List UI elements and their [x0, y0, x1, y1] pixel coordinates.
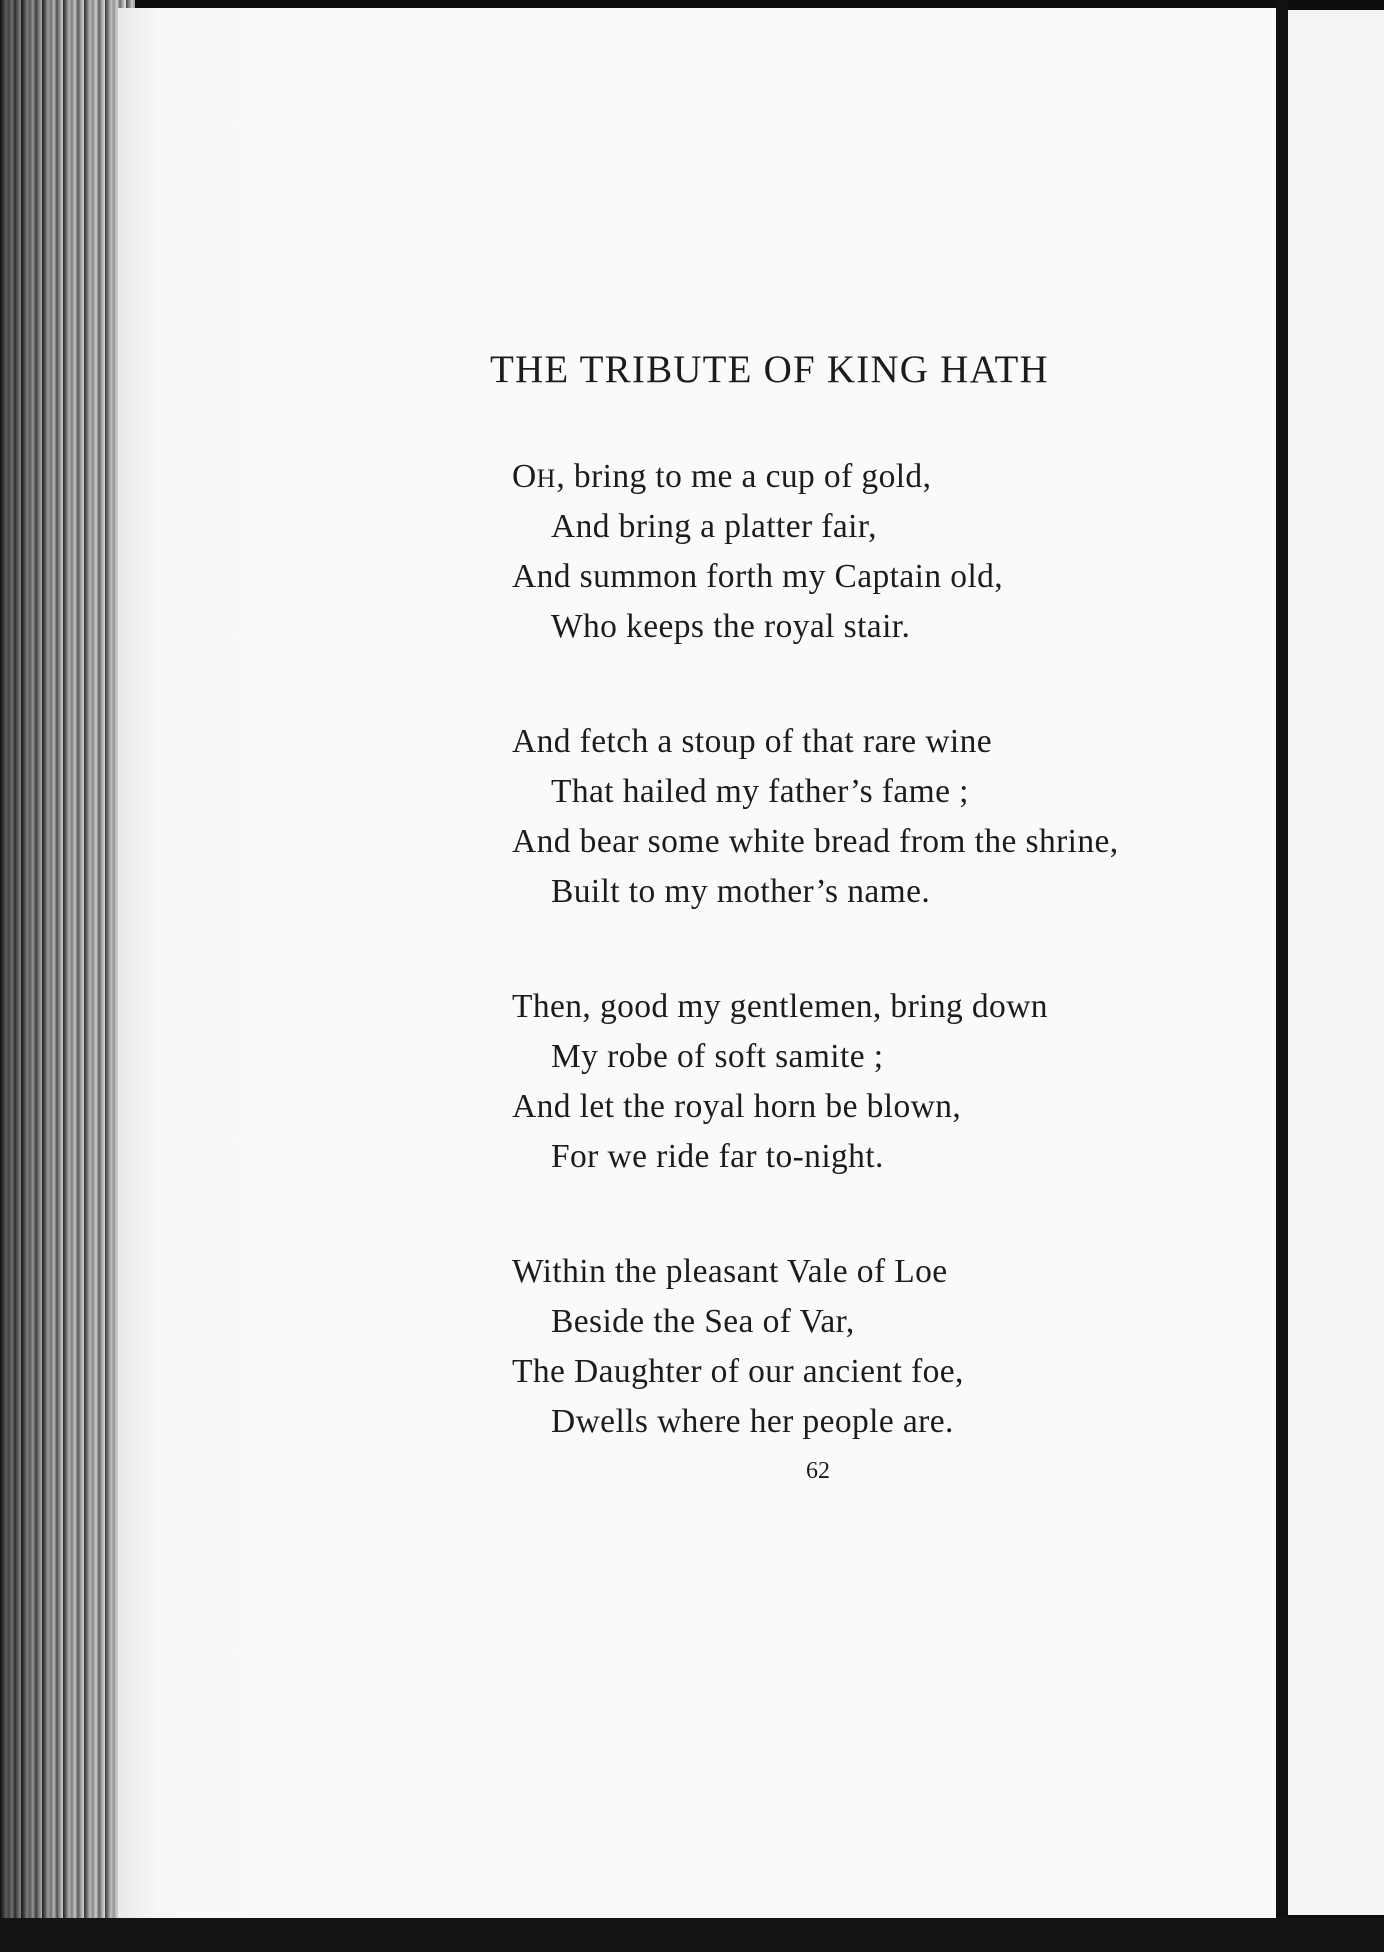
- line-rest: , bring to me a cup of gold,: [556, 458, 932, 495]
- poem-line: That hailed my father’s fame ;: [551, 773, 969, 810]
- poem-line: Beside the Sea of Var,: [551, 1303, 855, 1340]
- scan-bottom-border: [0, 1918, 1384, 1952]
- poem-line: And summon forth my Captain old,: [512, 558, 1004, 595]
- book-page: [118, 8, 1276, 1920]
- poem-line: The Daughter of our ancient foe,: [512, 1353, 964, 1390]
- poem-line: And bear some white bread from the shrine,: [512, 823, 1119, 860]
- poem-line: And fetch a stoup of that rare wine: [512, 723, 993, 760]
- smallcap: H: [536, 464, 557, 493]
- poem-line: [512, 460, 931, 494]
- page-number: 62: [806, 1458, 830, 1484]
- poem-line: My robe of soft samite ;: [551, 1038, 884, 1075]
- page-gutter-divider: [1276, 0, 1288, 1952]
- poem-line: And let the royal horn be blown,: [512, 1088, 962, 1125]
- poem-line: Built to my mother’s name.: [551, 873, 931, 910]
- poem-line: For we ride far to-night.: [551, 1138, 884, 1175]
- dropcap: O: [512, 458, 537, 495]
- poem-line: And bring a platter fair,: [551, 508, 877, 545]
- poem-line: Within the pleasant Vale of Loe: [512, 1253, 948, 1290]
- poem-line: Dwells where her people are.: [551, 1403, 954, 1440]
- poem-title: THE TRIBUTE OF KING HATH: [490, 348, 1049, 391]
- page-edges: [0, 0, 135, 1952]
- poem-line: Who keeps the royal stair.: [551, 608, 911, 645]
- poem-line: Then, good my gentlemen, bring down: [512, 988, 1048, 1025]
- facing-page-edge: [1288, 10, 1384, 1915]
